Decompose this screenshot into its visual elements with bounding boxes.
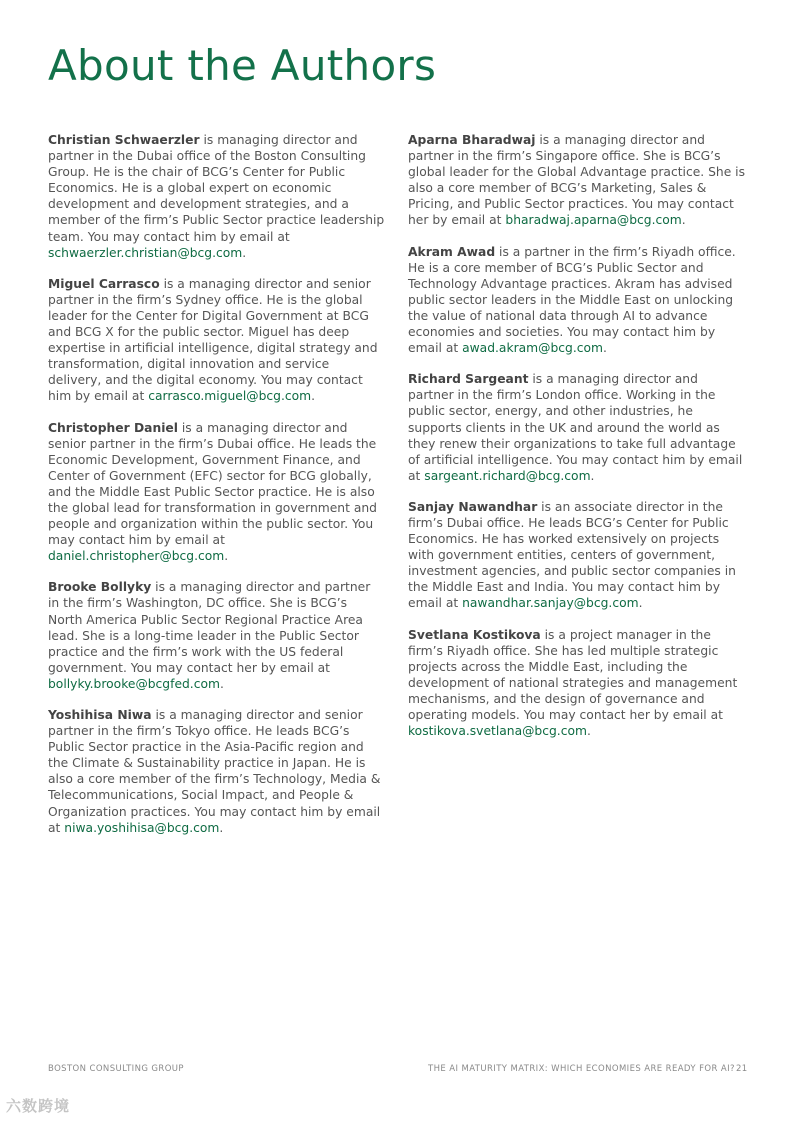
author-name: Miguel Carrasco xyxy=(48,276,160,291)
author-email-link[interactable]: awad.akram@bcg.com xyxy=(462,341,604,356)
author-name: Yoshihisa Niwa xyxy=(48,708,152,722)
author-description: is a managing director and partner in the firm’s Washington, DC office. She is BCG’s North America Public Sector Regional Practice Area lead. She is a long-time leader in the Public Sector practice and the firm’s work with the US federal government. You may contact her by email at xyxy=(48,580,371,675)
author-email-link[interactable]: kostikova.svetlana@bcg.com xyxy=(408,724,587,739)
author-email-link[interactable]: sargeant.richard@bcg.com xyxy=(424,468,591,483)
author-email-link[interactable]: daniel.christopher@bcg.com xyxy=(48,549,225,564)
footer-publisher: BOSTON CONSULTING GROUP xyxy=(48,1064,184,1074)
author-bio: Brooke Bollyky is a managing director and partner in the firm’s Washington, DC office. She is BCG’s North America Public Sector Regional Practice Area lead. She is a long-time leader in the Public Sector practice and the firm’s work with the US federal government. You may contact her by email at bollyky.brooke@bcgfed.com. xyxy=(48,580,371,691)
author-name: Christopher Daniel xyxy=(48,420,178,435)
watermark xyxy=(6,1095,70,1116)
author-description: is a managing director and senior partner in the firm’s Dubai office. He leads the Economic Development, Government Finance, and Center of Government (EFC) sector for BCG globally, and the Middle East Public Sector practice. He is also the global lead for transformation in government and people and organization within the public sector. You may contact him by email at xyxy=(48,420,377,548)
watermark-text: 六数跨境 xyxy=(6,1097,71,1115)
author-name: Christian Schwaerzler xyxy=(48,133,200,147)
author-bio: Aparna Bharadwaj is a managing director and partner in the firm’s Singapore office. She is BCG’s global leader for the Global Advantage practice. She is also a core member of BCG’s Marketing, Sales & Pricing, and Public Sector practices. You may contact her by email at bharadwaj.aparna@bcg.com. xyxy=(408,133,745,228)
author-description: is a managing director and partner in the firm’s London office. Working in the public sector, energy, and other industries, he supports clients in the UK and around the world as they renew their organizations to take full advantage of artificial intelligence. You may contact him by email at xyxy=(408,372,743,483)
author-description: is a project manager in the firm’s Riyadh office. She has led multiple strategic projects across the Middle East, including the development of national strategies and management mechanisms, and the design of governance and operating models. You may contact her by email at xyxy=(408,627,738,722)
author-bio: Miguel Carrasco is a managing director and senior partner in the firm’s Sydney office. He is the global leader for the Center for Digital Government at BCG and BCG X for the public sector. Miguel has deep expertise in artificial intelligence, digital strategy and transformation, digital innovation and service delivery, and the digital economy. You may contact him by email at carrasco.miguel@bcg.com. xyxy=(48,276,378,404)
footer-report-title: THE AI MATURITY MATRIX: WHICH ECONOMIES ARE READY FOR AI? xyxy=(428,1064,735,1074)
author-name: Richard Sargeant xyxy=(408,372,529,387)
author-description: is managing director and partner in the Dubai office of the Boston Consulting Group. He is the chair of BCG’s Center for Public Economics. He is a global expert on economic development and development strategies, and a member of the firm’s Public Sector practice leadership team. You may contact him by email at xyxy=(48,133,385,244)
author-name: Aparna Bharadwaj xyxy=(408,133,536,147)
author-email-link[interactable]: bollyky.brooke@bcgfed.com xyxy=(48,676,220,691)
author-bio: Christopher Daniel is a managing director and senior partner in the firm’s Dubai office. He leads the Economic Development, Government Finance, and Center of Government (EFC) sector for BCG globally, and the Middle East Public Sector practice. He is also the global lead for transformation in government and people and organization within the public sector. You may contact him by email at daniel.christopher@bcg.com. xyxy=(48,420,377,564)
author-bio: Richard Sargeant is a managing director and partner in the firm’s London office. Working in the public sector, energy, and other industries, he supports clients in the UK and around the world as they renew their organizations to take full advantage of artificial intelligence. You may contact him by email at sargeant.richard@bcg.com. xyxy=(408,372,743,483)
author-description: is a managing director and senior partner in the firm’s Tokyo office. He leads BCG’s Public Sector practice in the Asia-Pacific region and the Climate & Sustainability practice in Japan. He is also a core member of the firm’s Technology, Media & Telecommunications, Social Impact, and People & Organization practices. You may contact him by email at xyxy=(48,708,381,835)
author-email-link[interactable]: bharadwaj.aparna@bcg.com xyxy=(505,213,682,228)
author-bio: Christian Schwaerzler is managing director and partner in the Dubai office of the Boston Consulting Group. He is the chair of BCG’s Center for Public Economics. He is a global expert on economic development and development strategies, and a member of the firm’s Public Sector practice leadership team. You may contact him by email at schwaerzler.christian@bcg.com. xyxy=(48,133,385,260)
author-bio: Yoshihisa Niwa is a managing director and senior partner in the firm’s Tokyo office. He leads BCG’s Public Sector practice in the Asia-Pacific region and the Climate & Sustainability practice in Japan. He is also a core member of the firm’s Technology, Media & Telecommunications, Social Impact, and People & Organization practices. You may contact him by email at niwa.yoshihisa@bcg.com. xyxy=(48,708,381,835)
author-name: Akram Awad xyxy=(408,244,496,259)
left-column xyxy=(48,132,385,851)
author-name: Sanjay Nawandhar xyxy=(408,499,538,514)
author-name: Svetlana Kostikova xyxy=(408,627,541,642)
author-description: is a managing director and senior partner in the firm’s Sydney office. He is the global leader for the Center for Digital Government at BCG and BCG X for the public sector. Miguel has deep expertise in artificial intelligence, digital strategy and transformation, digital innovation and service delivery, and the digital economy. You may contact him by email at xyxy=(48,276,378,404)
author-email-link[interactable]: carrasco.miguel@bcg.com xyxy=(148,389,312,404)
page-title: About the Authors xyxy=(48,41,437,90)
author-description: is a managing director and partner in the firm’s Singapore office. She is BCG’s global leader for the Global Advantage practice. She is also a core member of BCG’s Marketing, Sales & Pricing, and Public Sector practices. You may contact her by email at xyxy=(408,133,745,228)
author-email-link[interactable]: niwa.yoshihisa@bcg.com xyxy=(64,820,220,835)
right-column xyxy=(408,132,746,754)
author-description: is an associate director in the firm’s Dubai office. He leads BCG’s Center for Public Economics. He has worked extensively on projects with government entities, centers of government, investment agencies, and public sector companies in the Middle East and India. You may contact him by email at xyxy=(408,499,736,611)
author-description: is a partner in the firm’s Riyadh office. He is a core member of BCG’s Public Sector and Technology Advantage practices. Akram has advised public sector leaders in the Middle East on unlocking the value of national data through AI to advance economies and societies. You may contact him by email at xyxy=(408,244,736,356)
author-email-link[interactable]: schwaerzler.christian@bcg.com xyxy=(48,245,243,260)
author-bio: Akram Awad is a partner in the firm’s Riyadh office. He is a core member of BCG’s Public Sector and Technology Advantage practices. Akram has advised public sector leaders in the Middle East on unlocking the value of national data through AI to advance economies and societies. You may contact him by email at awad.akram@bcg.com. xyxy=(408,244,736,356)
author-name: Brooke Bollyky xyxy=(48,580,152,595)
author-bio: Sanjay Nawandhar is an associate director in the firm’s Dubai office. He leads BCG’s Center for Public Economics. He has worked extensively on projects with government entities, centers of government, investment agencies, and public sector companies in the Middle East and India. You may contact him by email at nawandhar.sanjay@bcg.com. xyxy=(408,499,736,611)
page-number: 21 xyxy=(736,1064,748,1074)
author-bio: Svetlana Kostikova is a project manager in the firm’s Riyadh office. She has led multiple strategic projects across the Middle East, including the development of national strategies and management mechanisms, and the design of governance and operating models. You may contact her by email at kostikova.svetlana@bcg.com. xyxy=(408,627,738,739)
author-email-link[interactable]: nawandhar.sanjay@bcg.com xyxy=(462,596,639,611)
